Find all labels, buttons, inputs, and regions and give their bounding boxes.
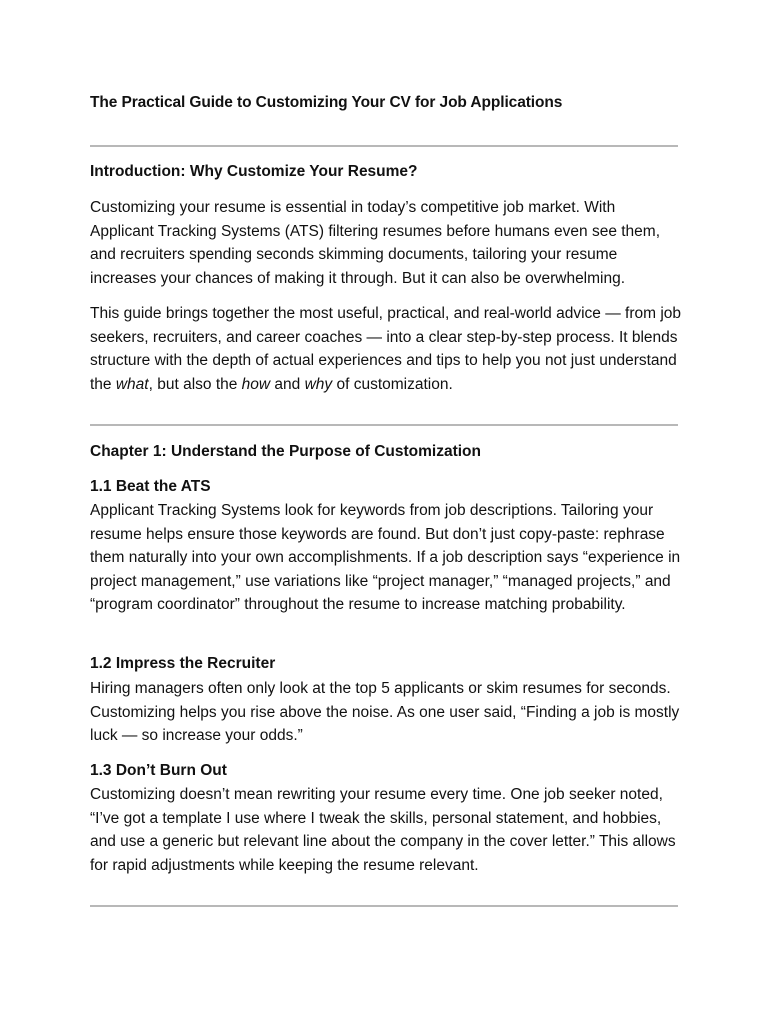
introduction-heading: Introduction: Why Customize Your Resume?: [90, 163, 418, 180]
document-title: The Practical Guide to Customizing Your CV for Job Applications: [90, 94, 563, 111]
introduction-paragraph: Customizing your resume is essential in today’s competitive job market. With Applicant Tracking Systems (ATS) filtering resumes before humans even see them, and recruiters spending seconds skimming documents, tailoring your resume increases your chances of making it through. But it can also be overwhelming.: [90, 199, 661, 287]
section-body: Applicant Tracking Systems look for keywords from job descriptions. Tailoring your resume helps ensure those keywords are found. But don’t just copy-paste: rephrase them naturally into your own accomplishments. If a job description says “experience in project management,” use variations like “project manager,” “managed projects,” and “program coordinator” throughout the resume to increase matching probability.: [90, 502, 681, 614]
section-body: Hiring managers often only look at the top 5 applicants or skim resumes for seconds. Customizing helps you rise above the noise. As one user said, “Finding a job is mostly luck — so increase your odds.”: [90, 680, 680, 745]
section-heading: 1.1 Beat the ATS: [90, 478, 211, 495]
emphasis-why: why: [304, 375, 333, 393]
text-run: , but also the: [148, 375, 242, 393]
emphasis-what: what: [115, 375, 149, 393]
divider: [90, 145, 678, 147]
section-body: Customizing doesn’t mean rewriting your resume every time. One job seeker noted, “I’ve got a template I use where I tweak the skills, personal statement, and hobbies, and use a generic but relevant line about the company in the cover letter.” This allows for rapid adjustments while keeping the resume relevant.: [90, 786, 676, 874]
introduction-paragraph: [90, 302, 682, 396]
divider: [90, 424, 678, 426]
chapter-heading: Chapter 1: Understand the Purpose of Customization: [90, 443, 481, 460]
section-heading: 1.2 Impress the Recruiter: [90, 655, 276, 672]
text-run: This guide brings together the most useful, practical, and real-world advice — from job seekers, recruiters, and career coaches — into a clear step-by-step process. It blends structure with the depth of actual experiences and tips to help you not just understand the: [90, 305, 682, 393]
text-run: and: [270, 375, 305, 393]
section-heading: 1.3 Don’t Burn Out: [90, 762, 227, 779]
divider: [90, 905, 678, 907]
text-run: of customization.: [332, 375, 453, 393]
emphasis-how: how: [241, 375, 271, 393]
